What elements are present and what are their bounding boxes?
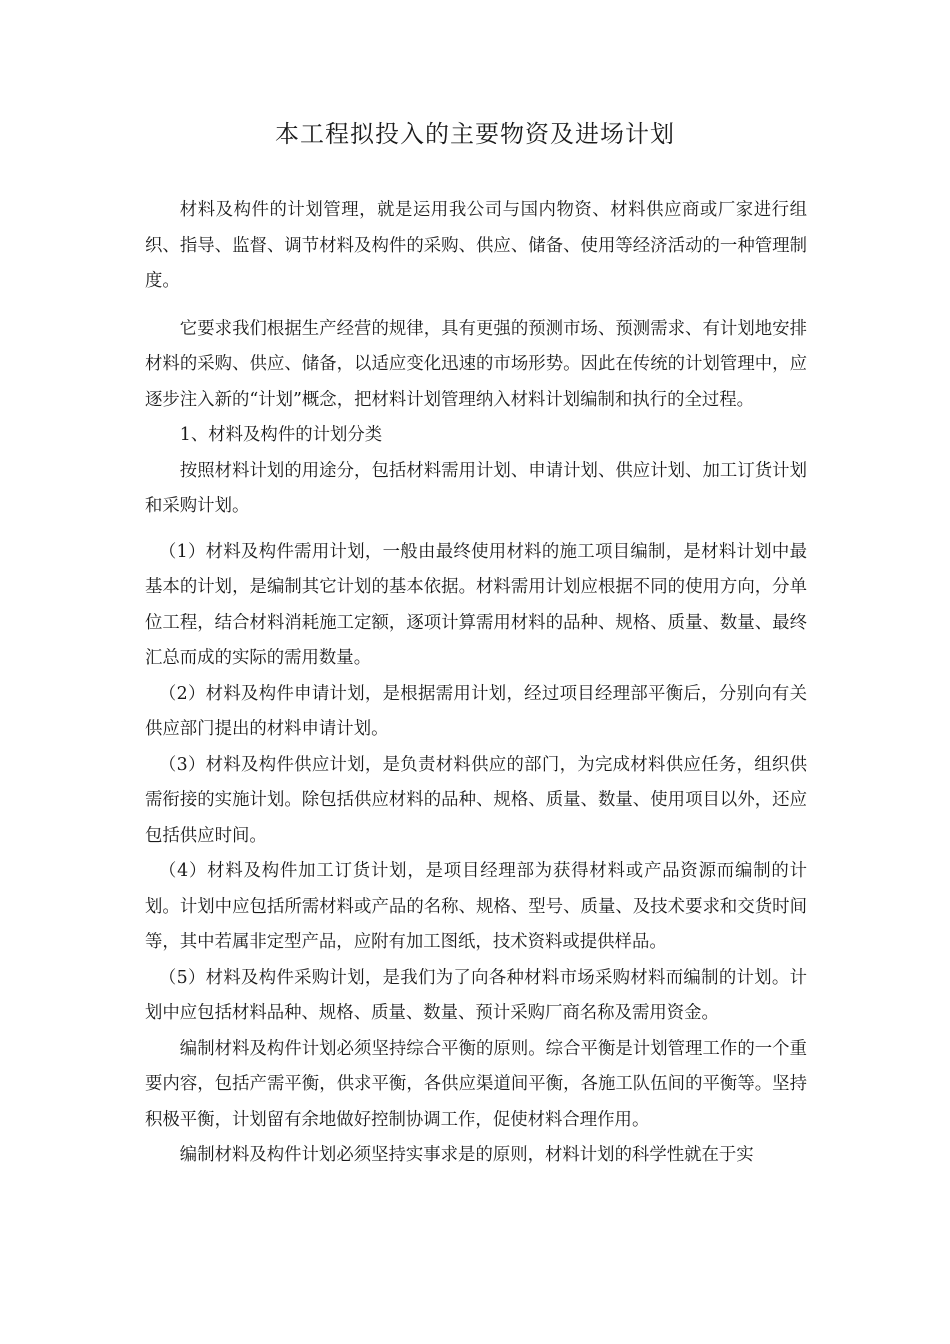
list-item-processing-order-plan: （4）材料及构件加工订货计划，是项目经理部为获得材料或产品资源而编制的计划。计划中应包括所需材料或产品的名称、规格、型号、质量、及技术要求和交货时间等，其中若属非定型产品，应附有加工图纸，技术资料或提供样品。 bbox=[145, 861, 807, 952]
paragraph-balance-principle: 编制材料及构件计划必须坚持综合平衡的原则。综合平衡是计划管理工作的一个重要内容，包括产需平衡，供求平衡，各供应渠道间平衡，各施工队伍间的平衡等。坚持积极平衡，计划留有余地做好控制协调工作，促使材料合理作用。 bbox=[145, 1038, 807, 1130]
paragraph-fact-principle: 编制材料及构件计划必须坚持实事求是的原则，材料计划的科学性就在于实 bbox=[179, 1145, 754, 1165]
paragraph-intro: 材料及构件的计划管理，就是运用我公司与国内物资、材料供应商或厂家进行组织、指导、监督、调节材料及构件的采购、供应、储备、使用等经济活动的一种管理制度。 bbox=[145, 200, 807, 291]
list-item-demand-plan: （1）材料及构件需用计划，一般由最终使用材料的施工项目编制，是材料计划中最基本的计划，是编制其它计划的基本依据。材料需用计划应根据不同的使用方向，分单位工程，结合材料消耗施工定额，逐项计算需用材料的品种、规格、质量、数量、最终汇总而成的实际的需用数量。 bbox=[145, 541, 807, 668]
section-heading-plan-classification: 1、材料及构件的计划分类 bbox=[179, 425, 383, 445]
paragraph-requirements: 它要求我们根据生产经营的规律，具有更强的预测市场、预测需求、有计划地安排材料的采购、供应、储备，以适应变化迅速的市场形势。因此在传统的计划管理中，应逐步注入新的“计划”概念，把材料计划管理纳入材料计划编制和执行的全过程。 bbox=[145, 318, 807, 410]
list-item-supply-plan: （3）材料及构件供应计划，是负责材料供应的部门，为完成材料供应任务，组织供需衔接的实施计划。除包括供应材料的品种、规格、质量、数量、使用项目以外，还应包括供应时间。 bbox=[145, 754, 807, 846]
document-body bbox=[145, 193, 807, 1174]
list-item-purchase-plan: （5）材料及构件采购计划，是我们为了向各种材料市场采购材料而编制的计划。计划中应包括材料品种、规格、质量、数量、预计采购厂商名称及需用资金。 bbox=[145, 967, 807, 1023]
paragraph-plan-types: 按照材料计划的用途分，包括材料需用计划、申请计划、供应计划、加工订货计划和采购计划。 bbox=[145, 460, 807, 516]
document-title: 本工程拟投入的主要物资及进场计划 bbox=[275, 120, 675, 148]
list-item-application-plan: （2）材料及构件申请计划，是根据需用计划，经过项目经理部平衡后，分别向有关供应部门提出的材料申请计划。 bbox=[145, 683, 807, 739]
